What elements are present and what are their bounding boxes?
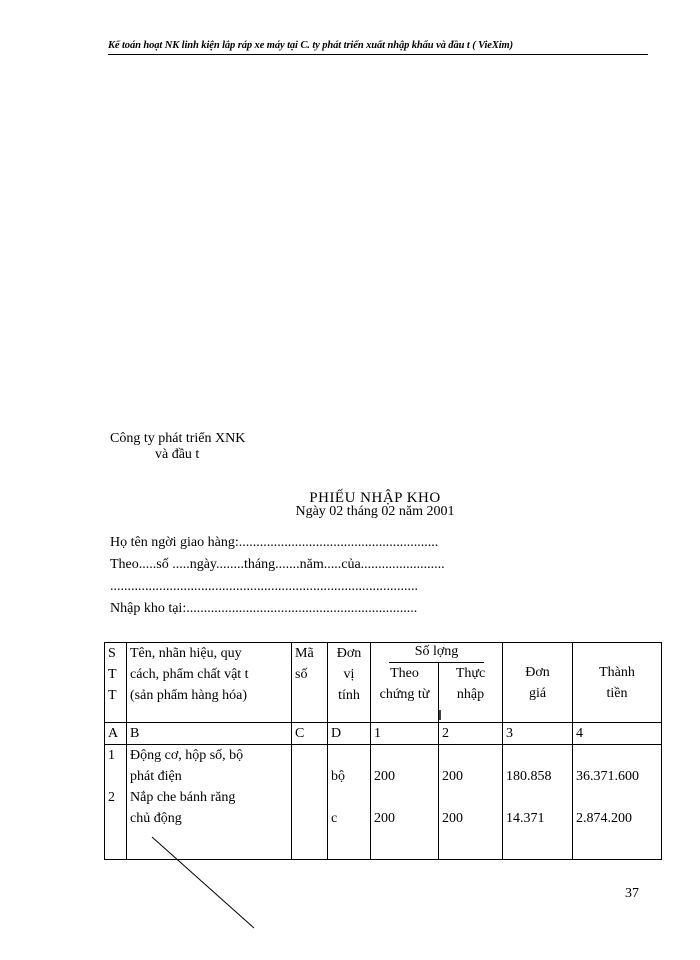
index-cell: 4 bbox=[573, 723, 662, 745]
header-qty-actual: Thực nhập bbox=[439, 663, 503, 723]
index-cell: A bbox=[105, 723, 127, 745]
document-date: Ngày 02 tháng 02 năm 2001 bbox=[295, 504, 455, 519]
header-amount: Thành tiền bbox=[573, 643, 662, 723]
row-unit-cell: bộ c bbox=[328, 745, 371, 860]
index-cell: 1 bbox=[371, 723, 439, 745]
company-name: Công ty phát triển XNK bbox=[110, 431, 246, 446]
index-cell: D bbox=[328, 723, 371, 745]
index-cell: C bbox=[292, 723, 328, 745]
index-cell: 2 bbox=[439, 723, 503, 745]
warehouse-field: Nhập kho tại:.................................................................. bbox=[110, 601, 418, 616]
reference-continued-field: ........................................................................................ bbox=[110, 579, 418, 594]
index-cell: 3 bbox=[503, 723, 573, 745]
header-code: Mã số bbox=[292, 643, 328, 723]
deliverer-field: Họ tên ngời giao hàng:......................................................... bbox=[110, 535, 439, 550]
page-number: 37 bbox=[625, 886, 639, 901]
row-price-cell: 180.858 14.371 bbox=[503, 745, 573, 860]
header-qty-by-document: Theo chứng từ bbox=[371, 663, 439, 723]
header-stt: S T T bbox=[105, 643, 127, 723]
row-qty-actual-cell: 200 200 bbox=[439, 745, 503, 860]
header-quantity-group: Số lợng bbox=[371, 643, 503, 664]
company-name-continued: và đầu t bbox=[155, 447, 200, 462]
row-name-cell: Động cơ, hộp số, bộ phát điện Nắp che bánh răng chủ động bbox=[127, 745, 292, 860]
row-amount-cell: 36.371.600 2.874.200 bbox=[573, 745, 662, 860]
index-cell: B bbox=[127, 723, 292, 745]
strike-line bbox=[152, 837, 254, 928]
row-qty-doc-cell: 200 200 bbox=[371, 745, 439, 860]
header-item-name: Tên, nhãn hiệu, quy cách, phẩm chất vật t (sản phẩm hàng hóa) bbox=[127, 643, 292, 723]
header-unit-price: Đơn giá bbox=[503, 643, 573, 723]
document-title: PHIẾU NHẬP KHO bbox=[309, 490, 441, 506]
header-unit: Đơn vị tính bbox=[328, 643, 371, 723]
running-header: Kế toán hoạt NK linh kiện lắp ráp xe máy tại C. ty phát triển xuất nhập khẩu và đầu t ( VieXim) bbox=[108, 40, 648, 55]
row-stt-cell: 1 2 bbox=[105, 745, 127, 860]
reference-field: Theo.....số .....ngày........tháng.......năm.....của........................ bbox=[110, 557, 445, 572]
